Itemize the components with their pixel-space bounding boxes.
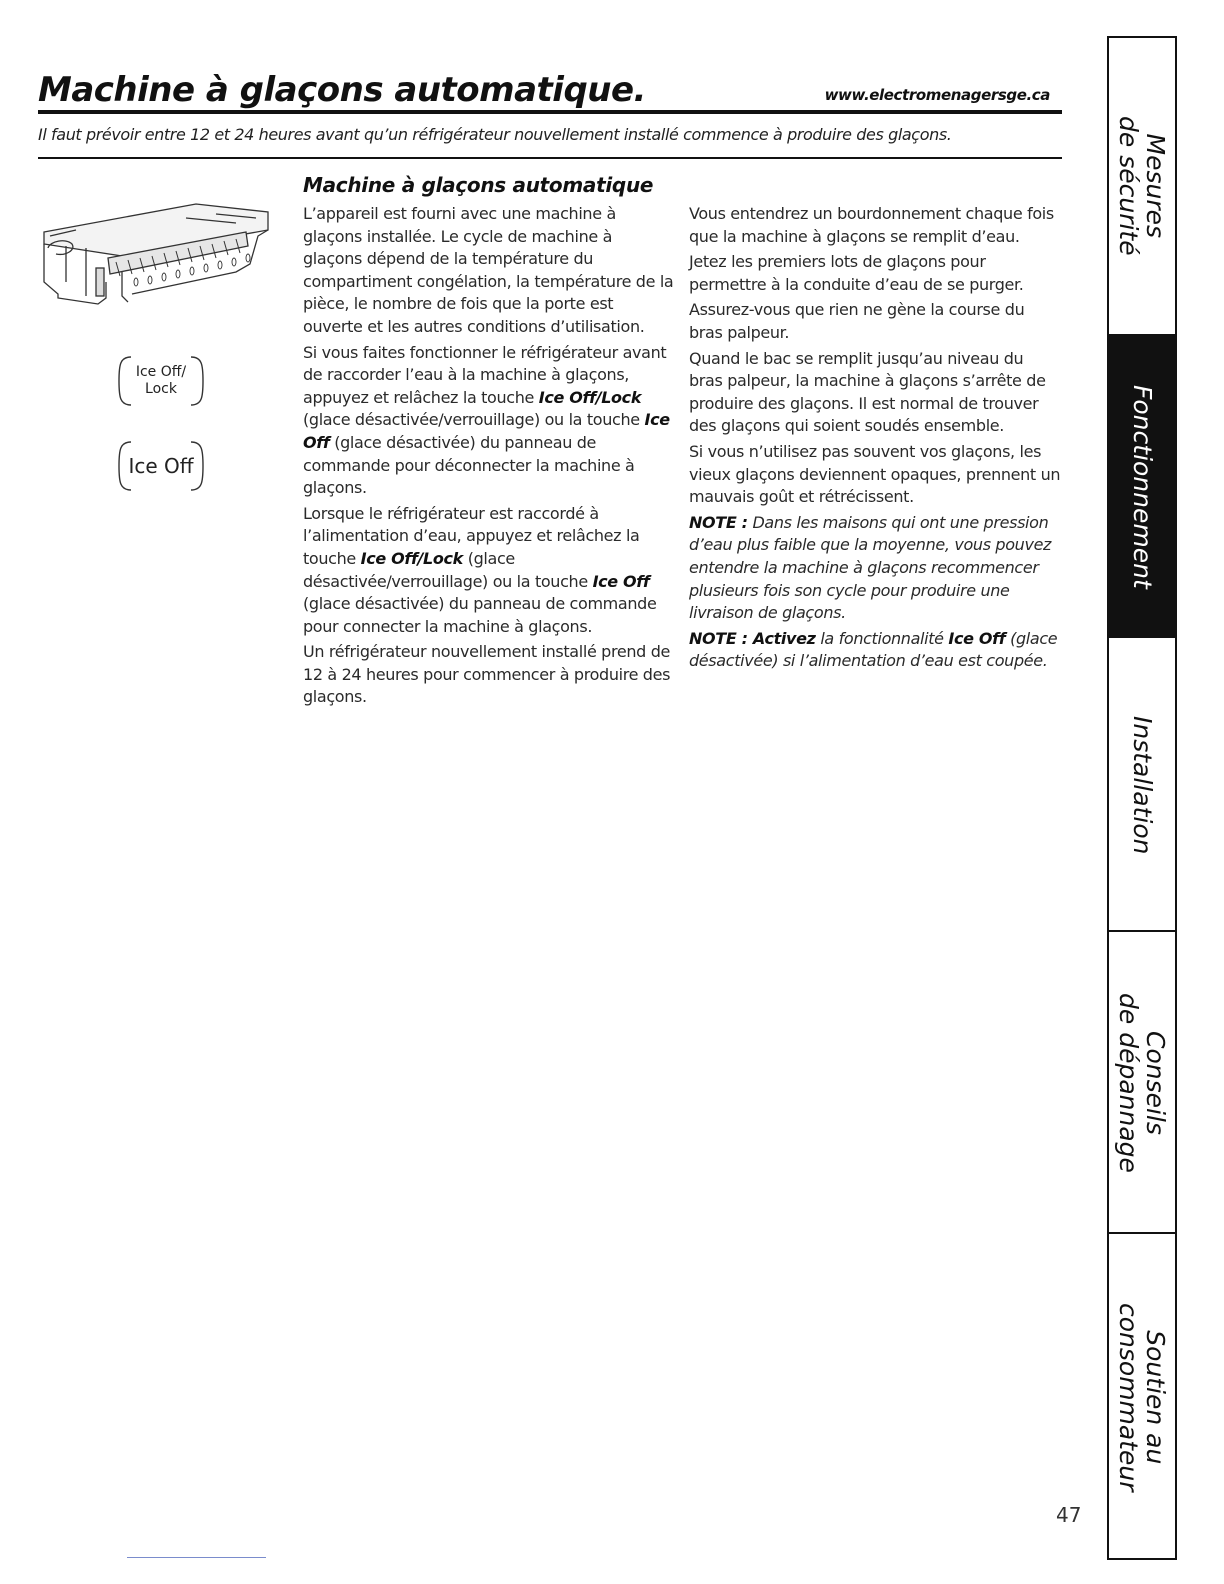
paragraph: Quand le bac se remplit jusqu’au niveau du bras palpeur, la machine à glaçons s’arrête de produire des glaçons. Il est normal de trouver des glaçons qui soient soudés ensemble. [689, 348, 1046, 436]
intro-rule [38, 157, 1062, 159]
website-link[interactable]: www.electromenagersge.ca [824, 86, 1050, 104]
paragraph: Un réfrigérateur nouvellement installé prend de 12 à 24 heures pour commencer à produire des glaçons. [303, 642, 671, 707]
tab-fonctionnement[interactable] [1109, 334, 1175, 638]
ice-off-lock-label-1: Ice Off/ [135, 364, 187, 380]
paragraph: Si vous faites fonctionner le réfrigérateur avant de raccorder l’eau à la machine à glaçons, appuyez et relâchez la touche Ice Off/Lock (glace désactivée/verrouillage) ou la touche Ice Off (glace désactivée) du panneau de commande pour déconnecter la machine à glaçons. [303, 342, 670, 498]
ice-off-lock-label-2: Lock [145, 381, 177, 397]
paragraph: Jetez les premiers lots de glaçons pour permettre à la conduite d’eau de se purger. [689, 252, 1024, 294]
ice-maker-illustration [36, 186, 276, 316]
tab-soutien-au-consommateur[interactable] [1109, 1232, 1175, 1560]
tab-label: Conseils de dépannage [1114, 993, 1170, 1173]
paragraph: Assurez-vous que rien ne gène la course du bras palpeur. [689, 300, 1025, 342]
ice-off-label: Ice Off [128, 454, 194, 478]
section-title: Machine à glaçons automatique [303, 173, 654, 197]
side-tabs [1107, 36, 1177, 1560]
body-column-1 [303, 203, 675, 712]
paragraph: Lorsque le réfrigérateur est raccordé à l’alimentation d’eau, appuyez et relâchez la touche Ice Off/Lock (glace désactivée/verrouillage) ou la touche Ice Off (glace désactivée) du panneau de commande pour connecter la machine à glaçons. [303, 503, 657, 636]
tab-installation[interactable] [1109, 636, 1175, 932]
intro-text: Il faut prévoir entre 12 et 24 heures avant qu’un réfrigérateur nouvellement installé commence à produire des glaçons. [38, 125, 952, 144]
page-title: Machine à glaçons automatique. [38, 70, 646, 110]
tab-conseils-de-depannage[interactable] [1109, 930, 1175, 1234]
body-column-2 [689, 203, 1061, 676]
tab-label: Fonctionnement [1127, 385, 1157, 589]
page-number: 47 [1056, 1503, 1082, 1527]
paragraph: Vous entendrez un bourdonnement chaque fois que la machine à glaçons se remplit d’eau. [689, 204, 1054, 246]
tab-mesures-de-securite[interactable] [1109, 38, 1175, 334]
tab-label: Installation [1127, 716, 1157, 855]
title-rule [38, 110, 1062, 114]
ice-off-lock-button[interactable] [117, 355, 205, 407]
note-paragraph: NOTE : Activez la fonctionnalité Ice Off (glace désactivée) si l’alimentation d’eau est coupée. [689, 628, 1058, 671]
ice-off-button[interactable] [117, 440, 205, 492]
tab-label: Soutien au consommateur [1114, 1302, 1170, 1492]
paragraph: Si vous n’utilisez pas souvent vos glaçons, les vieux glaçons deviennent opaques, prennent un mauvais goût et rétrécissent. [689, 441, 1061, 507]
footer-line [127, 1557, 266, 1558]
paragraph: L’appareil est fourni avec une machine à glaçons installée. Le cycle de machine à glaçons dépend de la température du compartiment congélation, la température de la pièce, le nombre de fois que la porte est ouverte et les autres conditions d’utilisation. [303, 204, 674, 336]
tab-label: Mesures de sécurité [1114, 116, 1170, 256]
note-paragraph: NOTE : Dans les maisons qui ont une pression d’eau plus faible que la moyenne, vous pouvez entendre la machine à glaçons recommencer plusieurs fois son cycle pour produire une livraison de glaçons. [689, 512, 1052, 623]
